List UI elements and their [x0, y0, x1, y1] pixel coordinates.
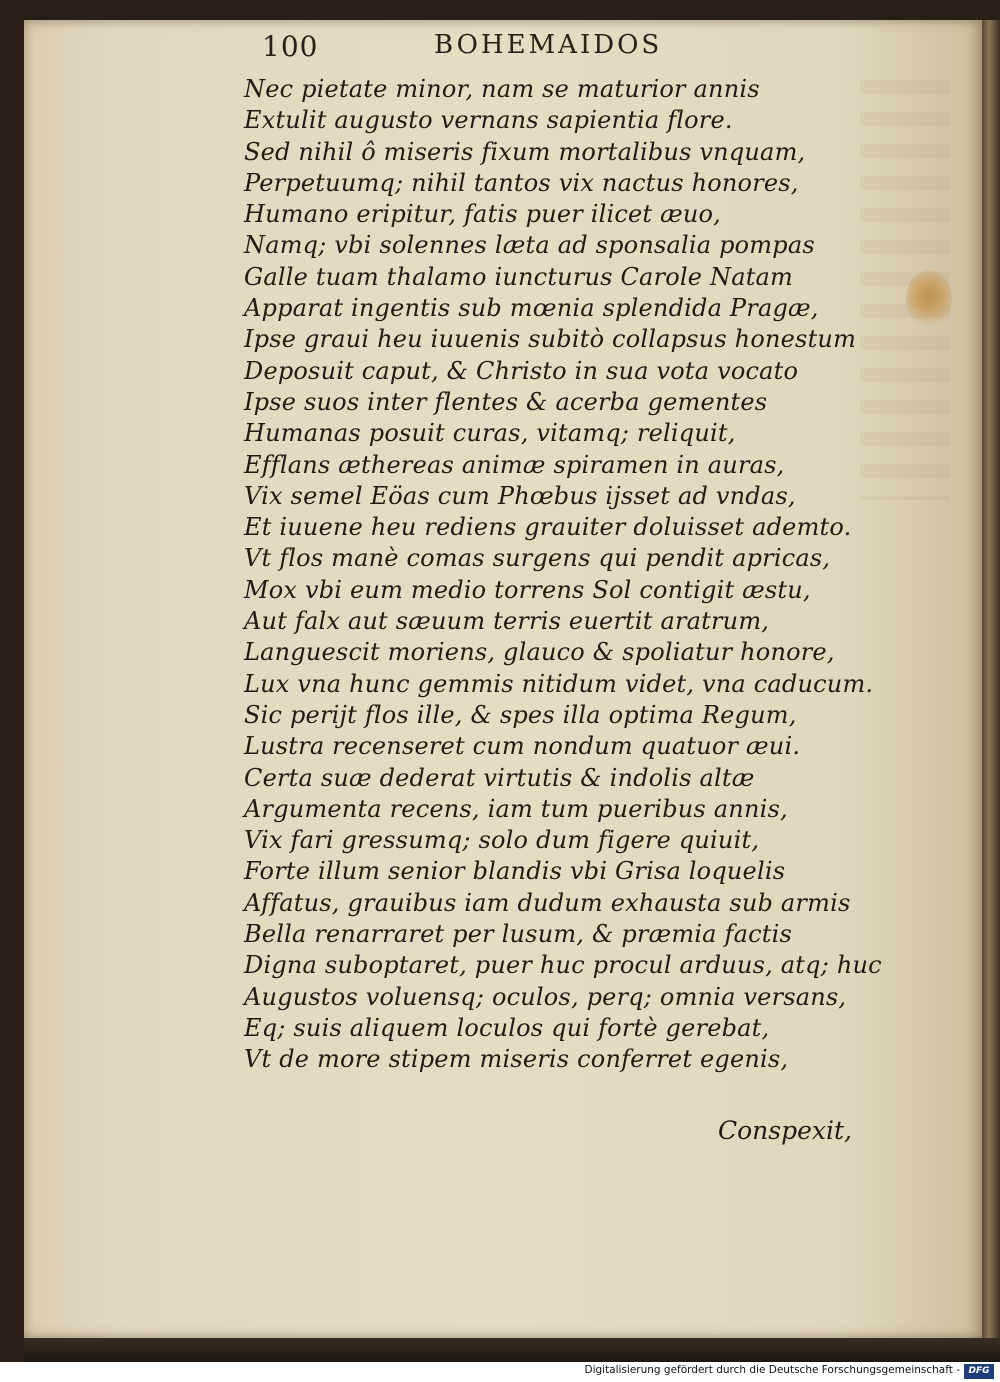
- verse-line: Humanas posuit curas, vitamq; reliquit,: [244, 419, 736, 448]
- foxing-stain: [906, 270, 952, 328]
- verse-line: Affatus, grauibus iam dudum exhausta sub armis: [244, 888, 851, 917]
- verse-line: Ipse suos inter flentes & acerba gementes: [244, 387, 768, 416]
- verse-line: Sic perijt flos ille, & spes illa optima Regum,: [244, 700, 797, 729]
- verse-line: Nec pietate minor, nam se maturior annis: [244, 75, 760, 103]
- verse-line: Aut falx aut sæuum terris euertit aratrum,: [244, 607, 770, 636]
- page-number: 100: [262, 30, 319, 63]
- page-edge: [982, 20, 1000, 1338]
- verse-line: Deposuit caput, & Christo in sua vota vocato: [244, 356, 799, 385]
- verse-list: [244, 74, 884, 1076]
- verse-line: Vix fari gressumq; solo dum figere quiuit,: [244, 826, 760, 855]
- verse-line: Ipse graui heu iuuenis subitò collapsus honestum: [244, 325, 857, 354]
- verse-line: Extulit augusto vernans sapientia flore.: [244, 106, 733, 135]
- verse-line: Apparat ingentis sub mœnia splendida Pragæ,: [244, 294, 819, 323]
- verse-line: Augustos voluensq; oculos, perq; omnia versans,: [244, 982, 847, 1011]
- verse-line: Forte illum senior blandis vbi Grisa loquelis: [244, 857, 786, 886]
- verse-line: Mox vbi eum medio torrens Sol contigit æstu,: [244, 575, 811, 604]
- verse-line: Bella renarraret per lusum, & præmia factis: [244, 920, 792, 949]
- verse-line: Et iuuene heu rediens grauiter doluisset ademto.: [244, 513, 852, 542]
- running-title: BOHEMAIDOS: [434, 30, 663, 60]
- verse-line: Sed nihil ô miseris fixum mortalibus vnquam,: [244, 137, 806, 166]
- catchword: Conspexit,: [718, 1116, 852, 1145]
- verse-line: Perpetuumq; nihil tantos vix nactus honores,: [244, 168, 799, 197]
- page-header: [262, 30, 682, 70]
- verse-line: Vt flos manè comas surgens qui pendit apricas,: [244, 544, 831, 573]
- verse-line: Galle tuam thalamo iuncturus Carole Natam: [244, 262, 794, 291]
- verse-line: Vix semel Eöas cum Phœbus ijsset ad vndas,: [244, 481, 796, 510]
- verse-line: Digna suboptaret, puer huc procul arduus, atq; huc: [244, 951, 882, 980]
- verse-line: Humano eripitur, fatis puer ilicet æuo,: [244, 200, 721, 229]
- scan-bottom-edge: [24, 1338, 1000, 1362]
- verse-line: Certa suæ dederat virtutis & indolis altæ: [244, 763, 755, 792]
- footer: [0, 1362, 1000, 1382]
- verse-line: Vt de more stipem miseris conferret egenis,: [244, 1045, 789, 1074]
- funding-credit: Digitalisierung gefördert durch die Deutsche Forschungsgemeinschaft -: [584, 1364, 960, 1376]
- verse-line: Lustra recenseret cum nondum quatuor æui.: [244, 732, 801, 761]
- verse-line: Languescit moriens, glauco & spoliatur honore,: [244, 638, 835, 667]
- dfg-logo: DFG: [964, 1364, 994, 1379]
- verse-line: Eq; suis aliquem loculos qui fortè gerebat,: [244, 1013, 770, 1042]
- verse-line: Namq; vbi solennes læta ad sponsalia pompas: [244, 231, 815, 260]
- verse-line: Efflans æthereas animæ spiramen in auras,: [244, 450, 785, 479]
- verse-line: Argumenta recens, iam tum pueribus annis,: [244, 794, 788, 823]
- verse-line: Lux vna hunc gemmis nitidum videt, vna caducum.: [244, 669, 874, 698]
